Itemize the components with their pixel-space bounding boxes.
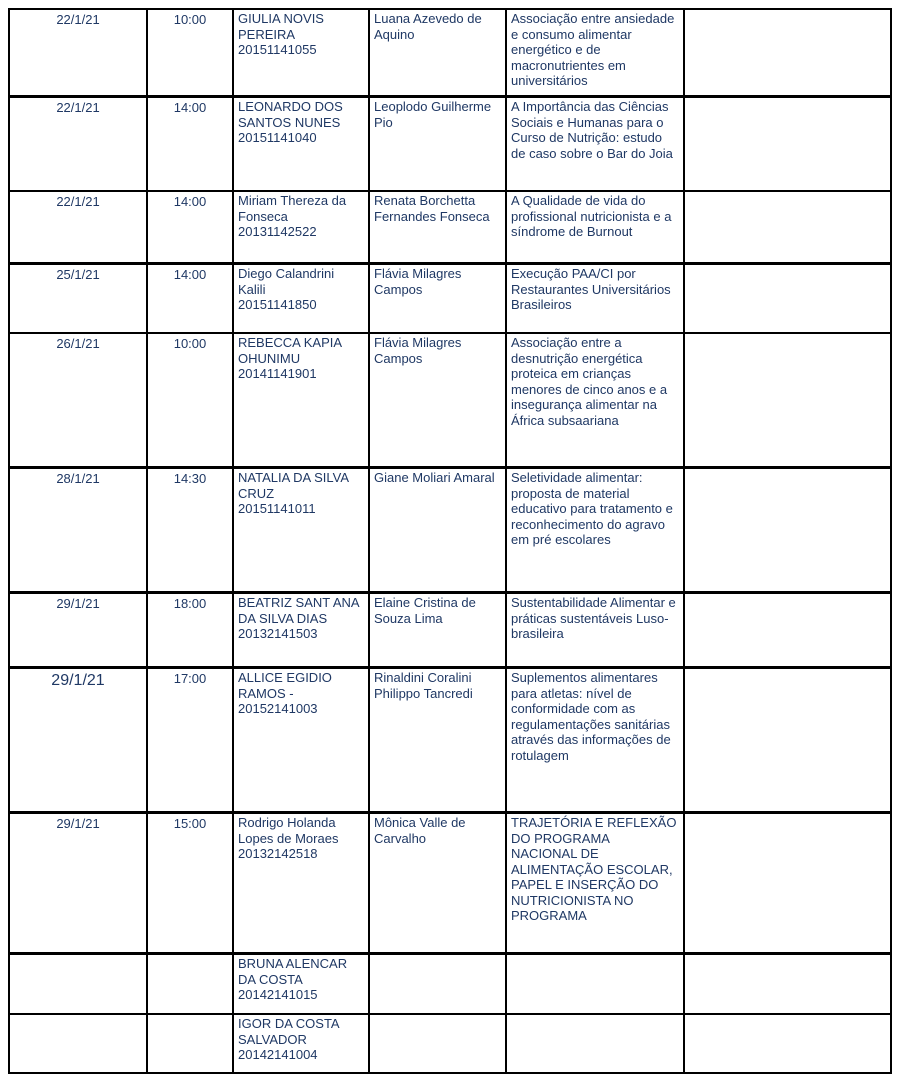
- student-name: BRUNA ALENCAR DA COSTA: [238, 956, 348, 987]
- cell-date: 26/1/21: [10, 334, 148, 469]
- defense-schedule-table: [8, 8, 892, 1074]
- cell-student: [234, 594, 370, 669]
- cell-notes: [685, 265, 892, 334]
- cell-date: 25/1/21: [10, 265, 148, 334]
- cell-notes: [685, 669, 892, 814]
- student-name: Diego Calandrini Kalili: [238, 266, 335, 297]
- student-name: GIULIA NOVIS PEREIRA: [238, 11, 324, 42]
- cell-notes: [685, 814, 892, 955]
- student-name: IGOR DA COSTA SALVADOR: [238, 1016, 339, 1047]
- student-name: BEATRIZ SANT ANA DA SILVA DIAS: [238, 595, 359, 626]
- cell-time: 10:00: [148, 334, 234, 469]
- cell-title: [507, 955, 685, 1015]
- cell-student: [234, 192, 370, 265]
- cell-notes: [685, 1015, 892, 1074]
- cell-date: 22/1/21: [10, 192, 148, 265]
- cell-advisor: Rinaldini Coralini Philippo Tancredi: [370, 669, 507, 814]
- student-id: 20151141850: [238, 297, 317, 312]
- student-id: 20132141503: [238, 626, 318, 641]
- student-id: 20132142518: [238, 846, 318, 861]
- student-name: NATALIA DA SILVA CRUZ: [238, 470, 349, 501]
- cell-advisor: Giane Moliari Amaral: [370, 469, 507, 594]
- cell-time: [148, 1015, 234, 1074]
- cell-student: [234, 1015, 370, 1074]
- cell-title: TRAJETÓRIA E REFLEXÃO DO PROGRAMA NACIONAL DE ALIMENTAÇÃO ESCOLAR, PAPEL E INSERÇÃO DO NUTRICIONISTA NO PROGRAMA: [507, 814, 685, 955]
- cell-student: [234, 10, 370, 98]
- cell-date: 29/1/21: [10, 594, 148, 669]
- student-name: LEONARDO DOS SANTOS NUNES: [238, 99, 343, 130]
- cell-student: [234, 669, 370, 814]
- cell-time: 14:00: [148, 265, 234, 334]
- student-name: REBECCA KAPIA OHUNIMU: [238, 335, 342, 366]
- cell-date: 22/1/21: [10, 10, 148, 98]
- cell-date: 29/1/21: [10, 669, 148, 814]
- cell-notes: [685, 594, 892, 669]
- student-name: Rodrigo Holanda Lopes de Moraes: [238, 815, 339, 846]
- student-name: Miriam Thereza da Fonseca: [238, 193, 347, 224]
- cell-date: [10, 1015, 148, 1074]
- cell-student: [234, 469, 370, 594]
- cell-title: Execução PAA/CI por Restaurantes Universitários Brasileiros: [507, 265, 685, 334]
- cell-date: 29/1/21: [10, 814, 148, 955]
- cell-time: 17:00: [148, 669, 234, 814]
- cell-time: 10:00: [148, 10, 234, 98]
- cell-title: A Importância das Ciências Sociais e Humanas para o Curso de Nutrição: estudo de caso sobre o Bar do Joia: [507, 98, 685, 192]
- student-id: 20142141004: [238, 1047, 318, 1062]
- cell-advisor: Mônica Valle de Carvalho: [370, 814, 507, 955]
- student-id: 20131142522: [238, 224, 317, 239]
- cell-student: [234, 98, 370, 192]
- cell-title: Sustentabilidade Alimentar e práticas sustentáveis Luso-brasileira: [507, 594, 685, 669]
- cell-advisor: Flávia Milagres Campos: [370, 334, 507, 469]
- cell-advisor: [370, 1015, 507, 1074]
- cell-notes: [685, 334, 892, 469]
- cell-time: 14:00: [148, 192, 234, 265]
- cell-date: 22/1/21: [10, 98, 148, 192]
- cell-notes: [685, 192, 892, 265]
- cell-time: [148, 955, 234, 1015]
- cell-advisor: Luana Azevedo de Aquino: [370, 10, 507, 98]
- cell-time: 14:00: [148, 98, 234, 192]
- student-id: 20141141901: [238, 366, 317, 381]
- student-id: 20151141011: [238, 501, 316, 516]
- student-id: 20151141055: [238, 42, 317, 57]
- student-id: 20142141015: [238, 987, 318, 1002]
- cell-advisor: Renata Borchetta Fernandes Fonseca: [370, 192, 507, 265]
- cell-student: [234, 265, 370, 334]
- cell-advisor: [370, 955, 507, 1015]
- cell-title: Associação entre a desnutrição energética proteica em crianças menores de cinco anos e a insegurança alimentar na África subsaariana: [507, 334, 685, 469]
- cell-advisor: Leoplodo Guilherme Pio: [370, 98, 507, 192]
- cell-notes: [685, 955, 892, 1015]
- cell-title: Suplementos alimentares para atletas: nível de conformidade com as regulamentações sanitárias através das informações de rotulagem: [507, 669, 685, 814]
- student-name: ALLICE EGIDIO RAMOS -: [238, 670, 332, 701]
- student-id: 20151141040: [238, 130, 317, 145]
- cell-time: 14:30: [148, 469, 234, 594]
- cell-title: A Qualidade de vida do profissional nutricionista e a síndrome de Burnout: [507, 192, 685, 265]
- cell-advisor: Flávia Milagres Campos: [370, 265, 507, 334]
- cell-time: 15:00: [148, 814, 234, 955]
- cell-title: Seletividade alimentar: proposta de material educativo para tratamento e reconhecimento do agravo em pré escolares: [507, 469, 685, 594]
- cell-title: Associação entre ansiedade e consumo alimentar energético e de macronutrientes em universitários: [507, 10, 685, 98]
- cell-date: [10, 955, 148, 1015]
- cell-notes: [685, 10, 892, 98]
- cell-notes: [685, 98, 892, 192]
- cell-notes: [685, 469, 892, 594]
- cell-date: 28/1/21: [10, 469, 148, 594]
- cell-title: [507, 1015, 685, 1074]
- cell-advisor: Elaine Cristina de Souza Lima: [370, 594, 507, 669]
- cell-student: [234, 814, 370, 955]
- cell-time: 18:00: [148, 594, 234, 669]
- cell-student: [234, 955, 370, 1015]
- student-id: 20152141003: [238, 701, 318, 716]
- cell-student: [234, 334, 370, 469]
